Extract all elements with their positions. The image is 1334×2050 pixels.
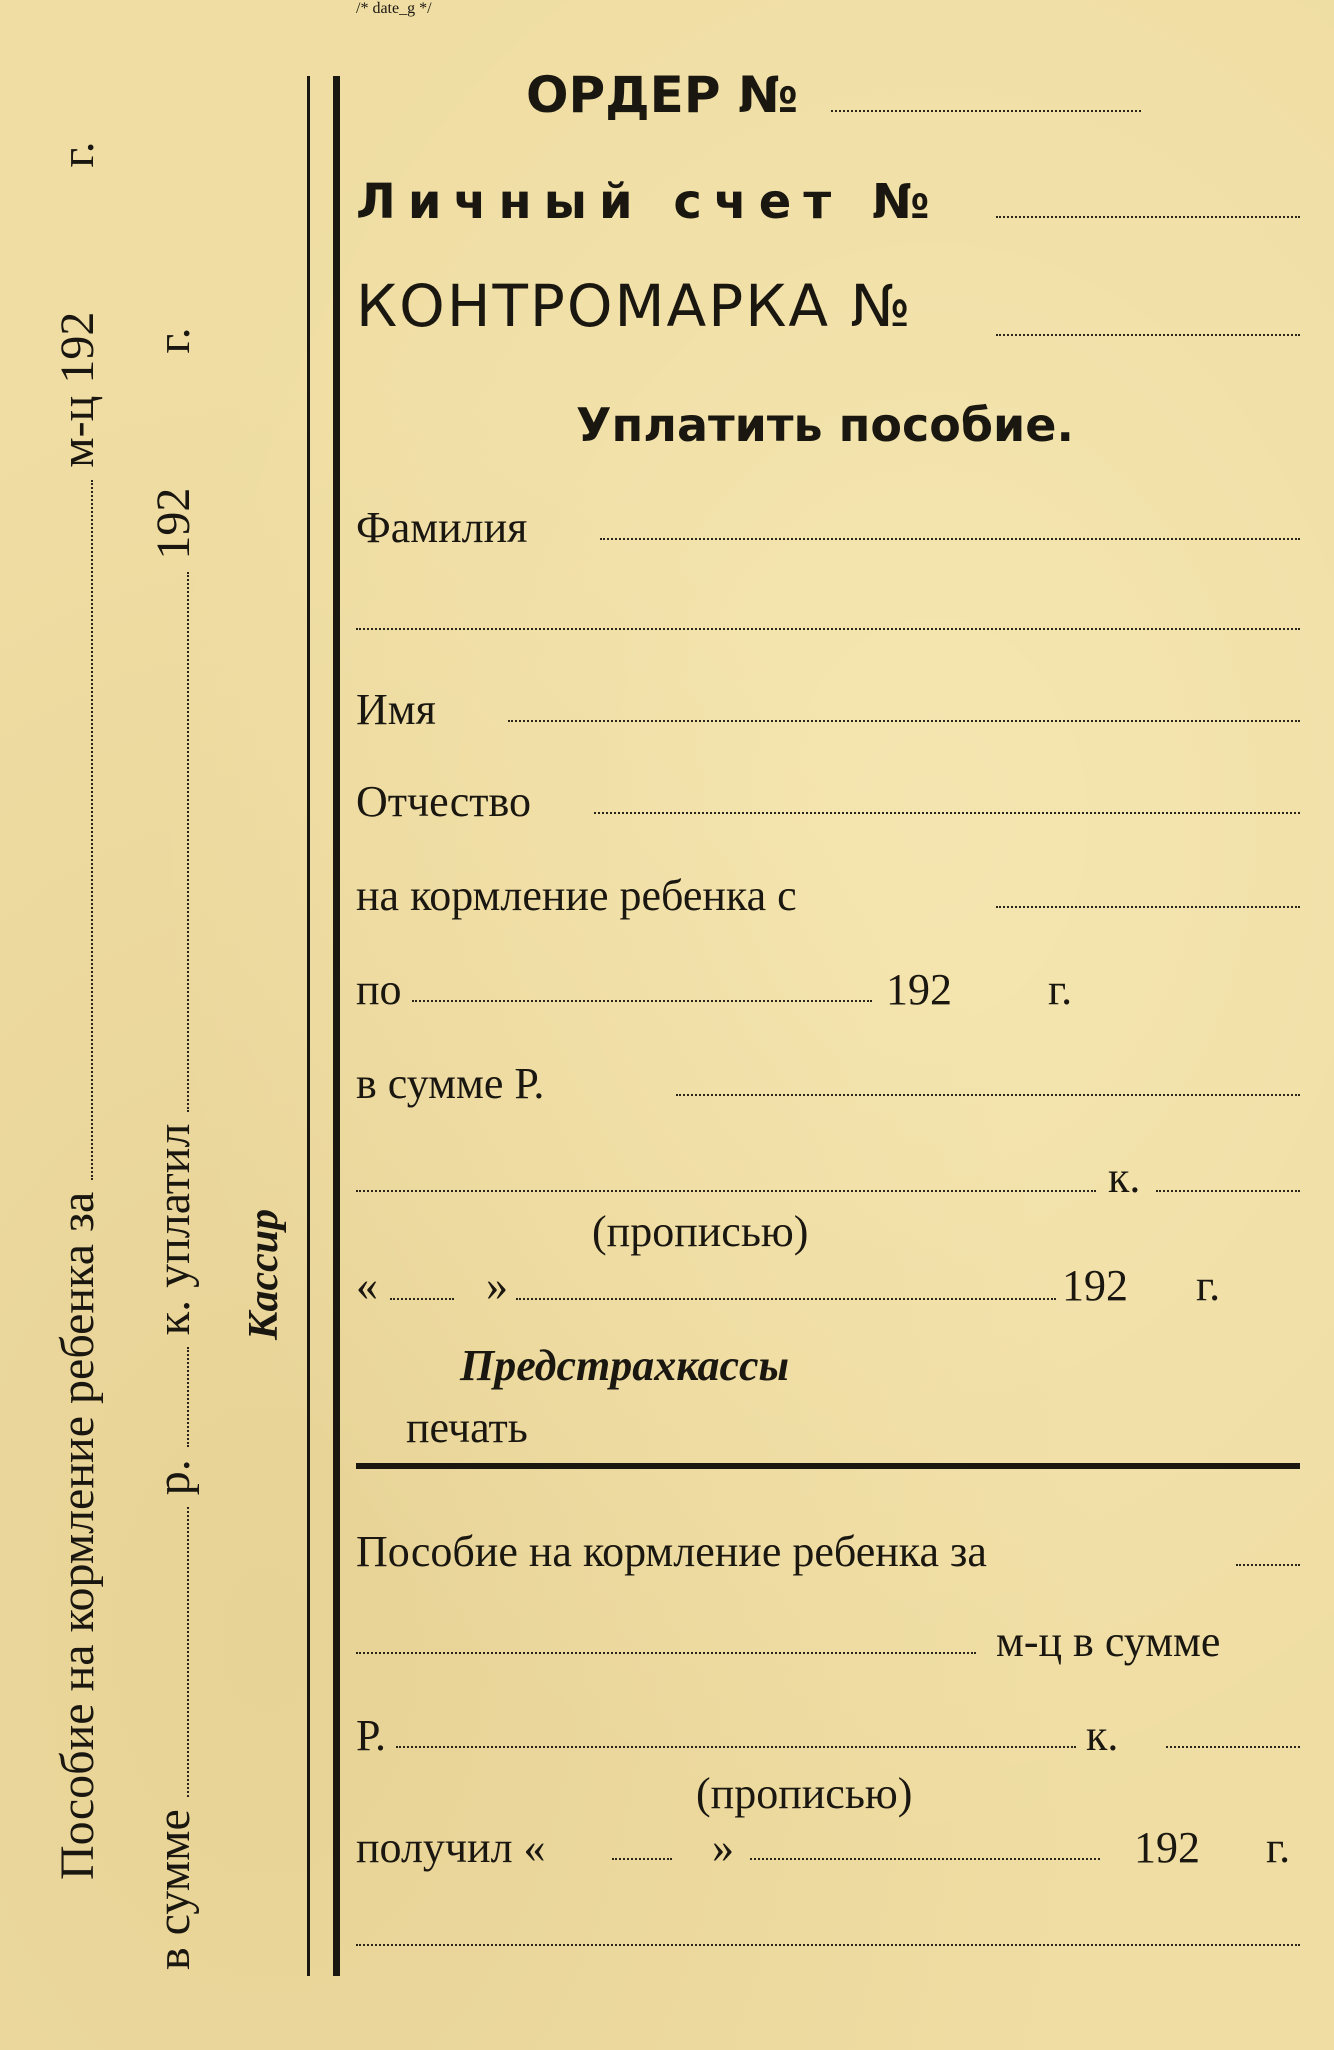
to-year-label: 192 <box>886 965 952 1014</box>
stub-year-number: 192 <box>147 487 200 560</box>
date-month-field[interactable] <box>516 1298 1056 1300</box>
stub-g-label: г. <box>147 327 200 354</box>
stub-divider-thick <box>333 76 340 1976</box>
receipt-period-field[interactable] <box>1236 1564 1300 1566</box>
stub-year-label: г. <box>51 141 104 168</box>
counterstamp-label: КОНТРОМАРКА № <box>356 272 913 340</box>
stub-line-2 <box>146 327 201 1970</box>
amount-label: в сумме Р. <box>356 1059 545 1108</box>
patronymic-field[interactable] <box>594 812 1300 814</box>
counterstamp-field[interactable] <box>996 334 1300 336</box>
name-label: Имя <box>356 685 436 734</box>
office-name: Предстрахкассы <box>460 1341 790 1390</box>
amount-kopecks-field[interactable] <box>1156 1190 1300 1192</box>
order-number-label: ОРДЕР № <box>526 66 799 124</box>
surname-label: Фамилия <box>356 503 528 552</box>
seal-label: печать <box>406 1403 528 1452</box>
receipt-kopecks-field[interactable] <box>1166 1746 1300 1748</box>
receipt-month-amount-label: м-ц в сумме <box>996 1617 1221 1666</box>
stub-benefit-text: Пособие на кормление ребенка за <box>51 1191 104 1880</box>
account-number-label: Личный счет № <box>356 174 942 230</box>
surname-field-line-2[interactable] <box>356 628 1300 630</box>
stub-paid-label: к. уплатил <box>147 1123 200 1336</box>
date-g-label: г. <box>1196 1261 1221 1310</box>
pay-benefit-heading: Уплатить пособие. <box>576 398 1074 452</box>
stub-line-1 <box>50 141 105 1880</box>
date-close-quote: » <box>486 1261 508 1310</box>
received-close-quote: » <box>712 1823 734 1872</box>
name-field[interactable] <box>508 720 1300 722</box>
order-number-field[interactable] <box>831 110 1141 112</box>
feeding-from-field[interactable] <box>996 906 1300 908</box>
received-day-field[interactable] <box>612 1858 672 1860</box>
stub-paid-field[interactable] <box>187 572 189 1112</box>
date-open-quote: « <box>356 1261 378 1310</box>
feeding-from-label: на кормление ребенка с <box>356 871 797 920</box>
received-label: получил « <box>356 1823 546 1872</box>
received-month-field[interactable] <box>750 1858 1100 1860</box>
to-label: по <box>356 965 402 1014</box>
order-form: ОРДЕР № Личный счет № КОНТРОМАРКА № Уплатить пособие. Фамилия Имя Отчество на кормление ребенка с по 192 г. в сумме Р. к. (прописью) « » 192 /* date_g */ г. Предстрахкассы печать <box>356 0 1306 18</box>
stub-rubles-field[interactable] <box>187 1507 189 1797</box>
patronymic-label: Отчество <box>356 777 531 826</box>
receipt-rubles-field[interactable] <box>396 1746 1076 1748</box>
received-year-label: 192 <box>1134 1823 1200 1872</box>
stub-month-label: м-ц 192 <box>51 311 104 468</box>
section-divider <box>356 1463 1300 1469</box>
receipt-k-label: к. <box>1086 1711 1119 1760</box>
stub-month-field[interactable] <box>91 480 93 1180</box>
received-g-label: г. <box>1266 1823 1291 1872</box>
stub-divider-thin <box>307 76 310 1976</box>
amount-words-field[interactable] <box>356 1190 1096 1192</box>
receipt-benefit-label: Пособие на кормление ребенка за <box>356 1527 987 1576</box>
signature-field[interactable] <box>356 1944 1300 1946</box>
to-date-field[interactable] <box>412 1000 872 1002</box>
stub-amount-label: в сумме <box>147 1809 200 1970</box>
account-number-field[interactable] <box>996 216 1300 218</box>
surname-field[interactable] <box>600 538 1300 540</box>
in-words-note-1: (прописью) <box>592 1207 809 1256</box>
amount-rubles-field[interactable] <box>676 1094 1300 1096</box>
to-g-label: г. <box>1048 965 1073 1014</box>
cashier-label: Кассир <box>241 1208 287 1340</box>
in-words-note-2: (прописью) <box>696 1769 913 1818</box>
stub-kopecks-field[interactable] <box>187 1347 189 1447</box>
amount-k-label: к. <box>1108 1153 1141 1202</box>
date-year-label: 192 <box>1062 1261 1128 1310</box>
date-day-field[interactable] <box>390 1298 454 1300</box>
receipt-r-label: Р. <box>356 1711 386 1760</box>
stub-r-label: р. <box>147 1459 200 1496</box>
receipt-month-field[interactable] <box>356 1652 976 1654</box>
